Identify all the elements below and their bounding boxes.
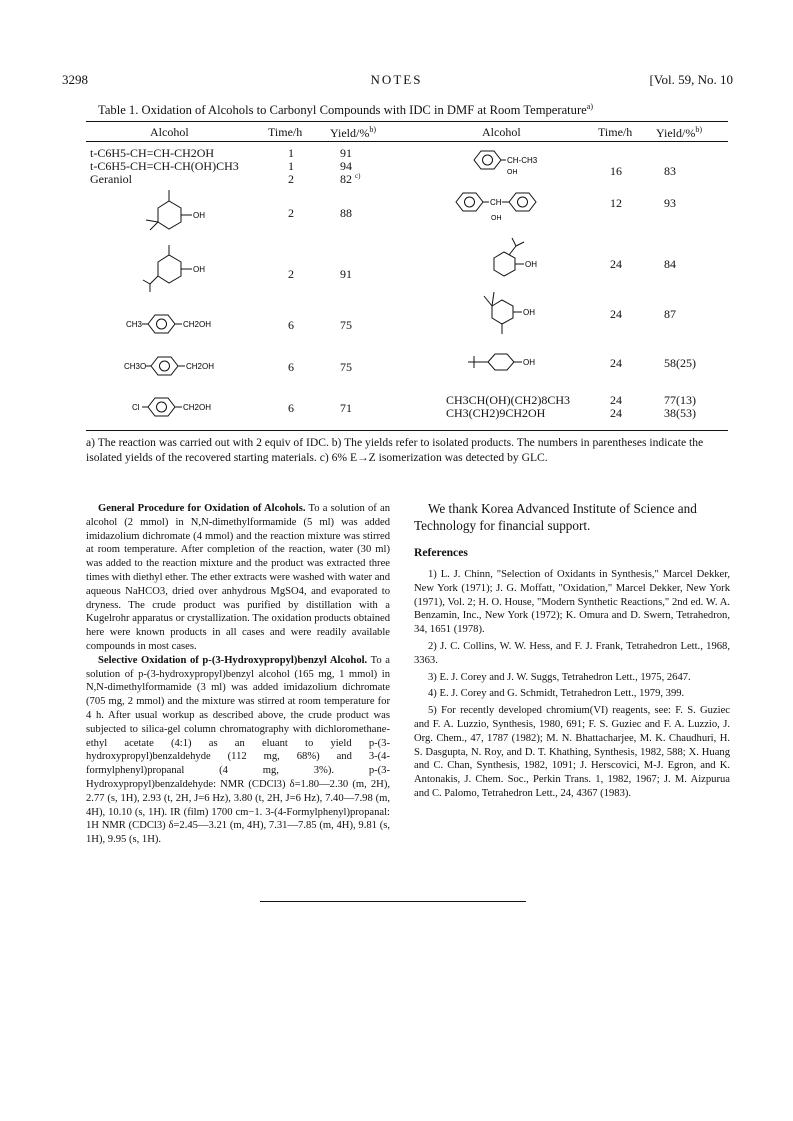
svg-text:OH: OH — [507, 169, 518, 176]
benzhydrol-structure — [454, 188, 554, 226]
yield-value: 38(53) — [664, 406, 696, 420]
phenylethanol-structure — [472, 146, 552, 178]
table-bottom-rule — [86, 430, 728, 431]
terpineol-structure — [140, 186, 220, 236]
yield-value: 91 — [340, 267, 352, 281]
tert-butylcyclohexanol-4-structure — [464, 348, 564, 378]
svg-text:CH2OH: CH2OH — [183, 403, 212, 412]
time-value: 12 — [610, 196, 622, 210]
time-value: 6 — [288, 360, 294, 374]
time-value: 24 — [610, 307, 622, 321]
yield-value: 77(13) — [664, 393, 696, 407]
header-time-left: Time/h — [268, 125, 303, 139]
acknowledgement: We thank Korea Advanced Institute of Science and Technology for financial support. — [414, 501, 697, 533]
time-value: 1 — [288, 159, 294, 173]
reference-item: 4) E. J. Corey and G. Schmidt, Tetrahedron Lett., 1979, 399. — [428, 688, 685, 700]
yield-value: 75 — [340, 360, 352, 374]
svg-text:CH2OH: CH2OH — [183, 320, 212, 329]
time-value: 2 — [288, 267, 294, 281]
volume-info: [Vol. 59, No. 10 — [649, 72, 733, 87]
svg-text:OH: OH — [523, 358, 535, 367]
time-value: 6 — [288, 401, 294, 415]
tert-butylcyclohexanol-structure — [488, 236, 568, 284]
references-list — [414, 568, 730, 804]
alcohol-name: CH3CH(OH)(CH2)8CH3 — [446, 393, 570, 407]
svg-text:CH3: CH3 — [126, 320, 143, 329]
svg-text:OH: OH — [491, 215, 502, 222]
yield-value: 87 — [664, 307, 676, 321]
time-value: 24 — [610, 406, 622, 420]
svg-text:OH: OH — [523, 308, 535, 317]
yield-value: 93 — [664, 196, 676, 210]
reference-item: 3) E. J. Corey and J. W. Suggs, Tetrahedron Lett., 1975, 2647. — [428, 671, 691, 683]
alcohol-name: t-C6H5-CH=CH-CH(OH)CH3 — [90, 159, 239, 173]
header-alcohol-left: Alcohol — [150, 125, 189, 139]
paragraph-heading: General Procedure for Oxidation of Alcohols. — [98, 503, 306, 514]
time-value: 16 — [610, 164, 622, 178]
yield-value: 75 — [340, 318, 352, 332]
reference-item: 5) For recently developed chromium(VI) reagents, see: F. S. Guziec and F. A. Luzzio, Synthesis, 1980, 691; F. S. Guziec and F. A. Luzzio, J. Org. Chem., 47, 1787 (1982); M. N. Bhattacharjee, M. K. Chaudhuri, H. S. Dasgupta, N. Roy, and D. T. Khathing, Synthesis, 1982, 588; X. Huang and C. Chan, Synthesis, 1982, 1091; J. Herscovici, M-J. Egron, and K. Antonakis, J. Chem. Soc., Perkin Trans. 1, 1982, 1967; J. M. Aizpurua and C. Palomo, Tetrahedron Lett., 24, 4367 (1983). — [414, 705, 730, 799]
general-procedure-paragraph: General Procedure for Oxidation of Alcohols. To a solution of an alcohol (2 mmol) in N,N-dimethylformamide (5 ml) was added imidazolium dichromate (4 mmol) and the reaction mixture was stirred at room temperature. After completion of the reaction, water (30 ml) was added to the reaction mixture and the product was extracted three times with diethyl ether. The ether extracts were washed with water and aqueous NaHCO3, dried over anhydrous MgSO4, and evaporated to dryness. The crude product was purified by distillation with a Kugelrohr apparatus or crystallization. The oxidation products obtained here were known products in all cases and were readily available compounds in most cases. Selective Oxidation of p-(3-Hydroxypropyl)benzyl Alcohol. To a solution of p-(3-hydroxypropyl)benzyl alcohol (165 mg, 1 mmol) in N,N-dimethylformamide (3 ml) was added imidazolium dichromate (705 mg, 2 mmol) and the mixture was stirred at room temperature for 4 h. After usual workup as described above, the crude product was subjected to silica-gel column chromatography with dichloromethane-ethyl acetate (4:1) as an eluant to yield p-(3-hydroxypropyl)benzaldehyde (112 mg, 68%) and 3-(4-formylphenyl)propanal (4 mg, 3%). p-(3-Hydroxypropyl)benzaldehyde: NMR (CDCl3) δ=1.80—2.30 (m, 2H), 2.77 (s, 1H), 2.93 (t, 2H, J=6 Hz), 3.80 (t, 2H, J=6 Hz), 7.40—7.98 (m, 4H), 10.10 (s, 1H). IR (film) 1700 cm−1. 3-(4-Formylphenyl)propanal: 1H NMR (CDCl3) δ=2.45—3.21 (m, 4H), 7.31—7.85 (m, 4H), 9.81 (s, 1H), 9.95 (s, 1H). — [86, 503, 390, 846]
yield-value: 82 $^{c)}$ — [340, 172, 361, 186]
yield-value: 83 — [664, 164, 676, 178]
methylbenzyl-alcohol-structure — [126, 310, 226, 340]
svg-text:CH-CH3: CH-CH3 — [507, 156, 538, 165]
header-time-right: Time/h — [598, 125, 633, 139]
header-alcohol-right: Alcohol — [482, 125, 521, 139]
svg-text:OH: OH — [193, 265, 205, 274]
alcohol-name: t-C6H5-CH=CH-CH2OH — [90, 146, 215, 160]
svg-text:CH2OH: CH2OH — [186, 362, 215, 371]
table-caption: Table 1. Oxidation of Alcohols to Carbonyl Compounds with IDC in DMF at Room Temperature$^{a)}$ — [98, 102, 593, 118]
time-value: 24 — [610, 393, 622, 407]
time-value: 6 — [288, 318, 294, 332]
yield-value: 94 — [340, 159, 352, 173]
time-value: 24 — [610, 257, 622, 271]
references-heading: References — [414, 546, 468, 559]
page-number: 3298 — [62, 72, 88, 87]
reference-item: 2) J. C. Collins, W. W. Hess, and F. J. Frank, Tetrahedron Lett., 1968, 3363. — [414, 640, 730, 666]
end-rule — [260, 901, 526, 902]
header-yield-left: Yield/%$^{b)}$ — [330, 125, 376, 140]
svg-text:CH3O: CH3O — [124, 362, 147, 371]
chlorobenzyl-alcohol-structure — [132, 393, 232, 423]
yield-value: 88 — [340, 206, 352, 220]
alcohol-name: CH3(CH2)9CH2OH — [446, 406, 546, 420]
yield-value: 91 — [340, 146, 352, 160]
time-value: 2 — [288, 206, 294, 220]
section-title: NOTES — [370, 72, 423, 87]
table-header-rule — [86, 141, 728, 142]
terpineol-isomer-structure — [140, 242, 220, 294]
table-footnote: a) The reaction was carried out with 2 equiv of IDC. b) The yields refer to isolated products. The numbers in parentheses indicate the isolated yields of the recovered starting materials. c) 6% E→Z isomerization was detected by GLC. — [86, 436, 704, 464]
paragraph-heading: Selective Oxidation of p-(3-Hydroxypropyl)benzyl Alcohol. — [98, 654, 368, 666]
yield-value: 58(25) — [664, 356, 696, 370]
time-value: 2 — [288, 172, 294, 186]
yield-value: 71 — [340, 401, 352, 415]
methoxybenzyl-alcohol-structure — [124, 352, 234, 382]
time-value: 1 — [288, 146, 294, 160]
svg-text:OH: OH — [193, 211, 205, 220]
svg-text:OH: OH — [525, 260, 537, 269]
trimethylcyclohexanol-structure — [480, 286, 560, 338]
reference-item: 1) L. J. Chinn, "Selection of Oxidants in Synthesis," Marcel Dekker, New York (1971); J. G. Moffatt, "Oxidation," Marcel Dekker, New York (1971), Vol. 2; H. O. House, "Modern Synthetic Reactions," 2nd ed. W. A. Benzamin, Inc., New York (1972); K. Omura and D. Swern, Tetrahedron, 34, 1651 (1978). — [414, 569, 730, 636]
svg-text:Cl: Cl — [132, 403, 140, 412]
yield-value: 84 — [664, 257, 676, 271]
time-value: 24 — [610, 356, 622, 370]
alcohol-name: Geraniol — [90, 172, 132, 186]
header-yield-right: Yield/%$^{b)}$ — [656, 125, 702, 140]
svg-text:CH: CH — [490, 198, 502, 207]
table-top-rule — [86, 121, 728, 122]
